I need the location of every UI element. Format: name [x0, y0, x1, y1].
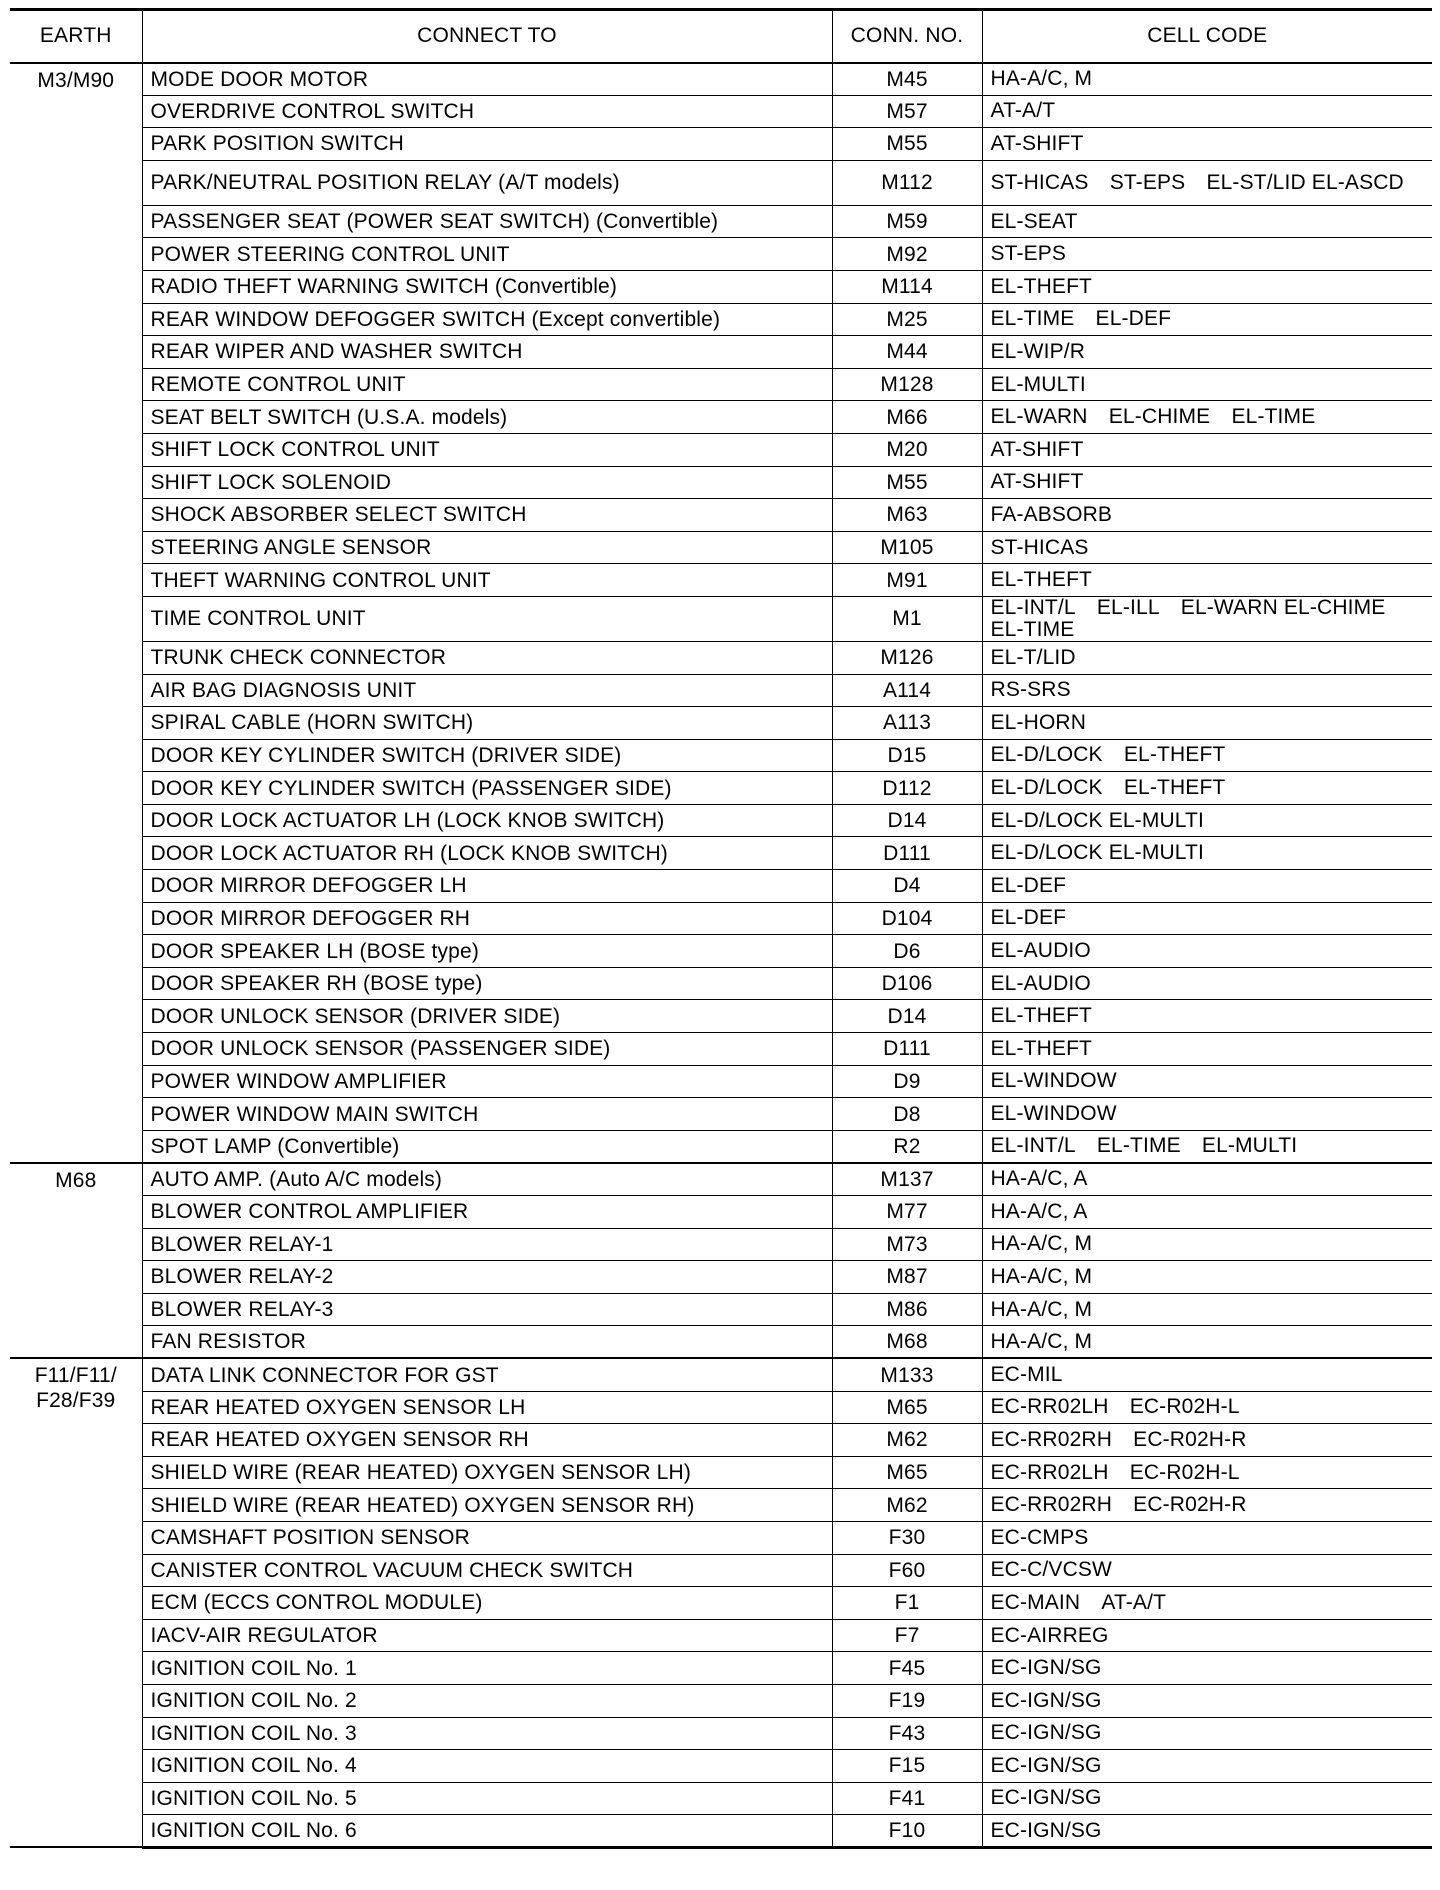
table-row: [10, 674, 1432, 707]
connect-to-cell: IGNITION COIL No. 3: [142, 1717, 832, 1750]
table-row: [10, 95, 1432, 128]
conn-no-cell: M105: [832, 531, 982, 564]
table-row: [10, 1684, 1432, 1717]
conn-no-cell: M126: [832, 641, 982, 674]
conn-no-cell: M66: [832, 401, 982, 434]
connect-to-cell: SHIFT LOCK CONTROL UNIT: [142, 433, 832, 466]
conn-no-cell: M63: [832, 499, 982, 532]
connect-to-cell: DOOR MIRROR DEFOGGER RH: [142, 902, 832, 935]
conn-no-cell: M62: [832, 1489, 982, 1522]
connect-to-cell: DOOR LOCK ACTUATOR RH (LOCK KNOB SWITCH): [142, 837, 832, 870]
conn-no-cell: D8: [832, 1098, 982, 1131]
cell-code-cell: EC-RR02LH EC-R02H-L: [982, 1391, 1432, 1424]
cell-code-cell: EL-INT/L EL-ILL EL-WARN EL-CHIME EL-TIME: [982, 596, 1432, 641]
conn-no-cell: M55: [832, 128, 982, 161]
cell-code-cell: EC-IGN/SG: [982, 1684, 1432, 1717]
table-row: [10, 870, 1432, 903]
cell-code-cell: EL-D/LOCK EL-THEFT: [982, 739, 1432, 772]
connect-to-cell: BLOWER RELAY-3: [142, 1293, 832, 1326]
header-row: [10, 10, 1432, 63]
table-row: [10, 1358, 1432, 1391]
conn-no-cell: D111: [832, 837, 982, 870]
conn-no-cell: F43: [832, 1717, 982, 1750]
conn-no-cell: M112: [832, 160, 982, 205]
connect-to-cell: REMOTE CONTROL UNIT: [142, 368, 832, 401]
cell-code-cell: AT-SHIFT: [982, 433, 1432, 466]
cell-code-cell: HA-A/C, M: [982, 1228, 1432, 1261]
table-row: [10, 739, 1432, 772]
cell-code-cell: EC-MAIN AT-A/T: [982, 1587, 1432, 1620]
conn-no-cell: F41: [832, 1782, 982, 1815]
table-row: [10, 1619, 1432, 1652]
connect-to-cell: DOOR UNLOCK SENSOR (DRIVER SIDE): [142, 1000, 832, 1033]
cell-code-cell: EL-TIME EL-DEF: [982, 303, 1432, 336]
table-row: [10, 1652, 1432, 1685]
cell-code-cell: ST-EPS: [982, 238, 1432, 271]
connect-to-cell: SPOT LAMP (Convertible): [142, 1130, 832, 1163]
connect-to-cell: BLOWER RELAY-2: [142, 1261, 832, 1294]
table-row: [10, 205, 1432, 238]
cell-code-cell: EL-WARN EL-CHIME EL-TIME: [982, 401, 1432, 434]
connect-to-cell: SPIRAL CABLE (HORN SWITCH): [142, 707, 832, 740]
table-row: [10, 1261, 1432, 1294]
table-row: [10, 1815, 1432, 1848]
table-row: [10, 1033, 1432, 1066]
cell-code-cell: EL-THEFT: [982, 270, 1432, 303]
connect-to-cell: IACV-AIR REGULATOR: [142, 1619, 832, 1652]
conn-no-cell: M128: [832, 368, 982, 401]
conn-no-cell: D9: [832, 1065, 982, 1098]
table-row: [10, 1065, 1432, 1098]
cell-code-cell: EL-WIP/R: [982, 336, 1432, 369]
table-row: [10, 1130, 1432, 1163]
cell-code-cell: EL-AUDIO: [982, 935, 1432, 968]
conn-no-cell: D14: [832, 1000, 982, 1033]
header-earth: EARTH: [10, 10, 142, 63]
table-row: [10, 531, 1432, 564]
cell-code-cell: AT-SHIFT: [982, 466, 1432, 499]
earth-group: [10, 63, 1432, 1163]
connect-to-cell: SEAT BELT SWITCH (U.S.A. models): [142, 401, 832, 434]
cell-code-cell: HA-A/C, M: [982, 1293, 1432, 1326]
connect-to-cell: SHIELD WIRE (REAR HEATED) OXYGEN SENSOR RH): [142, 1489, 832, 1522]
cell-code-cell: HA-A/C, A: [982, 1196, 1432, 1229]
conn-no-cell: M55: [832, 466, 982, 499]
connect-to-cell: OVERDRIVE CONTROL SWITCH: [142, 95, 832, 128]
table-row: [10, 1521, 1432, 1554]
connect-to-cell: BLOWER CONTROL AMPLIFIER: [142, 1196, 832, 1229]
conn-no-cell: M59: [832, 205, 982, 238]
connect-to-cell: AIR BAG DIAGNOSIS UNIT: [142, 674, 832, 707]
conn-no-cell: D14: [832, 804, 982, 837]
connect-to-cell: TRUNK CHECK CONNECTOR: [142, 641, 832, 674]
connect-to-cell: TIME CONTROL UNIT: [142, 596, 832, 641]
conn-no-cell: M65: [832, 1456, 982, 1489]
cell-code-cell: EC-IGN/SG: [982, 1815, 1432, 1848]
connect-to-cell: DOOR MIRROR DEFOGGER LH: [142, 870, 832, 903]
conn-no-cell: D6: [832, 935, 982, 968]
table-row: [10, 804, 1432, 837]
connect-to-cell: THEFT WARNING CONTROL UNIT: [142, 564, 832, 597]
connect-to-cell: DOOR KEY CYLINDER SWITCH (PASSENGER SIDE): [142, 772, 832, 805]
earth-connector-document: [10, 8, 1432, 1849]
table-row: [10, 1489, 1432, 1522]
conn-no-cell: M77: [832, 1196, 982, 1229]
cell-code-cell: EC-RR02LH EC-R02H-L: [982, 1456, 1432, 1489]
conn-no-cell: D104: [832, 902, 982, 935]
connect-to-cell: FAN RESISTOR: [142, 1326, 832, 1359]
cell-code-cell: EL-INT/L EL-TIME EL-MULTI: [982, 1130, 1432, 1163]
conn-no-cell: F45: [832, 1652, 982, 1685]
header-conn-no: CONN. NO.: [832, 10, 982, 63]
conn-no-cell: M73: [832, 1228, 982, 1261]
cell-code-cell: HA-A/C, A: [982, 1163, 1432, 1196]
cell-code-cell: EC-RR02RH EC-R02H-R: [982, 1489, 1432, 1522]
table-row: [10, 270, 1432, 303]
cell-code-cell: EL-SEAT: [982, 205, 1432, 238]
table-header: [10, 10, 1432, 63]
connect-to-cell: CANISTER CONTROL VACUUM CHECK SWITCH: [142, 1554, 832, 1587]
connect-to-cell: STEERING ANGLE SENSOR: [142, 531, 832, 564]
table-row: [10, 1228, 1432, 1261]
table-row: [10, 1782, 1432, 1815]
connect-to-cell: PARK/NEUTRAL POSITION RELAY (A/T models): [142, 160, 832, 205]
connect-to-cell: IGNITION COIL No. 1: [142, 1652, 832, 1685]
cell-code-cell: EC-MIL: [982, 1358, 1432, 1391]
table-row: [10, 433, 1432, 466]
conn-no-cell: M44: [832, 336, 982, 369]
earth-group: [10, 1358, 1432, 1847]
connect-to-cell: SHIFT LOCK SOLENOID: [142, 466, 832, 499]
connect-to-cell: DOOR LOCK ACTUATOR LH (LOCK KNOB SWITCH): [142, 804, 832, 837]
earth-group: [10, 1163, 1432, 1359]
cell-code-cell: EC-IGN/SG: [982, 1750, 1432, 1783]
table-row: [10, 1750, 1432, 1783]
connect-to-cell: POWER WINDOW MAIN SWITCH: [142, 1098, 832, 1131]
cell-code-cell: EL-DEF: [982, 870, 1432, 903]
cell-code-cell: AT-SHIFT: [982, 128, 1432, 161]
cell-code-cell: EL-WINDOW: [982, 1065, 1432, 1098]
conn-no-cell: M91: [832, 564, 982, 597]
conn-no-cell: M137: [832, 1163, 982, 1196]
cell-code-cell: EL-THEFT: [982, 564, 1432, 597]
connect-to-cell: CAMSHAFT POSITION SENSOR: [142, 1521, 832, 1554]
conn-no-cell: M57: [832, 95, 982, 128]
connect-to-cell: AUTO AMP. (Auto A/C models): [142, 1163, 832, 1196]
conn-no-cell: M92: [832, 238, 982, 271]
connect-to-cell: POWER WINDOW AMPLIFIER: [142, 1065, 832, 1098]
connect-to-cell: REAR HEATED OXYGEN SENSOR RH: [142, 1424, 832, 1457]
table-row: [10, 1554, 1432, 1587]
table-row: [10, 707, 1432, 740]
connect-to-cell: IGNITION COIL No. 5: [142, 1782, 832, 1815]
connect-to-cell: BLOWER RELAY-1: [142, 1228, 832, 1261]
header-cell-code: CELL CODE: [982, 10, 1432, 63]
cell-code-cell: EL-AUDIO: [982, 967, 1432, 1000]
conn-no-cell: A113: [832, 707, 982, 740]
conn-no-cell: M20: [832, 433, 982, 466]
earth-cell: M3/M90: [10, 63, 142, 1163]
connect-to-cell: SHOCK ABSORBER SELECT SWITCH: [142, 499, 832, 532]
table-row: [10, 641, 1432, 674]
connect-to-cell: POWER STEERING CONTROL UNIT: [142, 238, 832, 271]
cell-code-cell: FA-ABSORB: [982, 499, 1432, 532]
conn-no-cell: M86: [832, 1293, 982, 1326]
table-row: [10, 466, 1432, 499]
connect-to-cell: IGNITION COIL No. 4: [142, 1750, 832, 1783]
cell-code-cell: EL-MULTI: [982, 368, 1432, 401]
conn-no-cell: D112: [832, 772, 982, 805]
cell-code-cell: EL-T/LID: [982, 641, 1432, 674]
cell-code-cell: EC-AIRREG: [982, 1619, 1432, 1652]
table-row: [10, 564, 1432, 597]
table-row: [10, 1000, 1432, 1033]
table-row: [10, 1587, 1432, 1620]
connect-to-cell: REAR WINDOW DEFOGGER SWITCH (Except convertible): [142, 303, 832, 336]
table-row: [10, 368, 1432, 401]
cell-code-cell: HA-A/C, M: [982, 63, 1432, 96]
conn-no-cell: M45: [832, 63, 982, 96]
conn-no-cell: D106: [832, 967, 982, 1000]
table-row: [10, 1098, 1432, 1131]
connect-to-cell: ECM (ECCS CONTROL MODULE): [142, 1587, 832, 1620]
connect-to-cell: REAR HEATED OXYGEN SENSOR LH: [142, 1391, 832, 1424]
cell-code-cell: ST-HICAS: [982, 531, 1432, 564]
earth-cell: M68: [10, 1163, 142, 1359]
connect-to-cell: DATA LINK CONNECTOR FOR GST: [142, 1358, 832, 1391]
conn-no-cell: M87: [832, 1261, 982, 1294]
cell-code-cell: HA-A/C, M: [982, 1261, 1432, 1294]
conn-no-cell: F60: [832, 1554, 982, 1587]
cell-code-cell: AT-A/T: [982, 95, 1432, 128]
cell-code-cell: EC-C/VCSW: [982, 1554, 1432, 1587]
earth-cell: F11/F11/ F28/F39: [10, 1358, 142, 1847]
table-row: [10, 935, 1432, 968]
connect-to-cell: PASSENGER SEAT (POWER SEAT SWITCH) (Convertible): [142, 205, 832, 238]
table-row: [10, 1163, 1432, 1196]
table-row: [10, 1196, 1432, 1229]
table-row: [10, 902, 1432, 935]
conn-no-cell: M133: [832, 1358, 982, 1391]
conn-no-cell: D15: [832, 739, 982, 772]
cell-code-cell: HA-A/C, M: [982, 1326, 1432, 1359]
cell-code-cell: EC-RR02RH EC-R02H-R: [982, 1424, 1432, 1457]
cell-code-cell: EC-IGN/SG: [982, 1782, 1432, 1815]
table-row: [10, 1293, 1432, 1326]
earth-connector-table: [10, 8, 1432, 1849]
connect-to-cell: DOOR SPEAKER LH (BOSE type): [142, 935, 832, 968]
table-row: [10, 128, 1432, 161]
conn-no-cell: F1: [832, 1587, 982, 1620]
conn-no-cell: M114: [832, 270, 982, 303]
conn-no-cell: R2: [832, 1130, 982, 1163]
connect-to-cell: MODE DOOR MOTOR: [142, 63, 832, 96]
connect-to-cell: DOOR SPEAKER RH (BOSE type): [142, 967, 832, 1000]
table-row: [10, 499, 1432, 532]
conn-no-cell: M65: [832, 1391, 982, 1424]
conn-no-cell: A114: [832, 674, 982, 707]
conn-no-cell: D111: [832, 1033, 982, 1066]
table-row: [10, 1424, 1432, 1457]
table-row: [10, 1717, 1432, 1750]
cell-code-cell: EL-D/LOCK EL-MULTI: [982, 837, 1432, 870]
table-row: [10, 967, 1432, 1000]
cell-code-cell: RS-SRS: [982, 674, 1432, 707]
table-row: [10, 401, 1432, 434]
conn-no-cell: D4: [832, 870, 982, 903]
connect-to-cell: DOOR UNLOCK SENSOR (PASSENGER SIDE): [142, 1033, 832, 1066]
cell-code-cell: EL-THEFT: [982, 1000, 1432, 1033]
conn-no-cell: M62: [832, 1424, 982, 1457]
connect-to-cell: DOOR KEY CYLINDER SWITCH (DRIVER SIDE): [142, 739, 832, 772]
table-row: [10, 1326, 1432, 1359]
table-row: [10, 1456, 1432, 1489]
cell-code-cell: EL-D/LOCK EL-THEFT: [982, 772, 1432, 805]
connect-to-cell: IGNITION COIL No. 6: [142, 1815, 832, 1848]
conn-no-cell: F15: [832, 1750, 982, 1783]
table-row: [10, 772, 1432, 805]
table-row: [10, 596, 1432, 641]
conn-no-cell: F10: [832, 1815, 982, 1848]
conn-no-cell: M25: [832, 303, 982, 336]
cell-code-cell: ST-HICAS ST-EPS EL-ST/LID EL-ASCD: [982, 160, 1432, 205]
conn-no-cell: M1: [832, 596, 982, 641]
conn-no-cell: F19: [832, 1684, 982, 1717]
cell-code-cell: EC-IGN/SG: [982, 1717, 1432, 1750]
table-row: [10, 160, 1432, 205]
table-row: [10, 303, 1432, 336]
cell-code-cell: EL-HORN: [982, 707, 1432, 740]
cell-code-cell: EL-WINDOW: [982, 1098, 1432, 1131]
connect-to-cell: REAR WIPER AND WASHER SWITCH: [142, 336, 832, 369]
table-row: [10, 336, 1432, 369]
conn-no-cell: M68: [832, 1326, 982, 1359]
conn-no-cell: F7: [832, 1619, 982, 1652]
table-row: [10, 1391, 1432, 1424]
cell-code-cell: EL-D/LOCK EL-MULTI: [982, 804, 1432, 837]
connect-to-cell: IGNITION COIL No. 2: [142, 1684, 832, 1717]
cell-code-cell: EC-CMPS: [982, 1521, 1432, 1554]
header-connect-to: CONNECT TO: [142, 10, 832, 63]
table-row: [10, 63, 1432, 96]
cell-code-cell: EC-IGN/SG: [982, 1652, 1432, 1685]
connect-to-cell: SHIELD WIRE (REAR HEATED) OXYGEN SENSOR LH): [142, 1456, 832, 1489]
table-row: [10, 238, 1432, 271]
connect-to-cell: PARK POSITION SWITCH: [142, 128, 832, 161]
connect-to-cell: RADIO THEFT WARNING SWITCH (Convertible): [142, 270, 832, 303]
cell-code-cell: EL-THEFT: [982, 1033, 1432, 1066]
cell-code-cell: EL-DEF: [982, 902, 1432, 935]
table-row: [10, 837, 1432, 870]
conn-no-cell: F30: [832, 1521, 982, 1554]
